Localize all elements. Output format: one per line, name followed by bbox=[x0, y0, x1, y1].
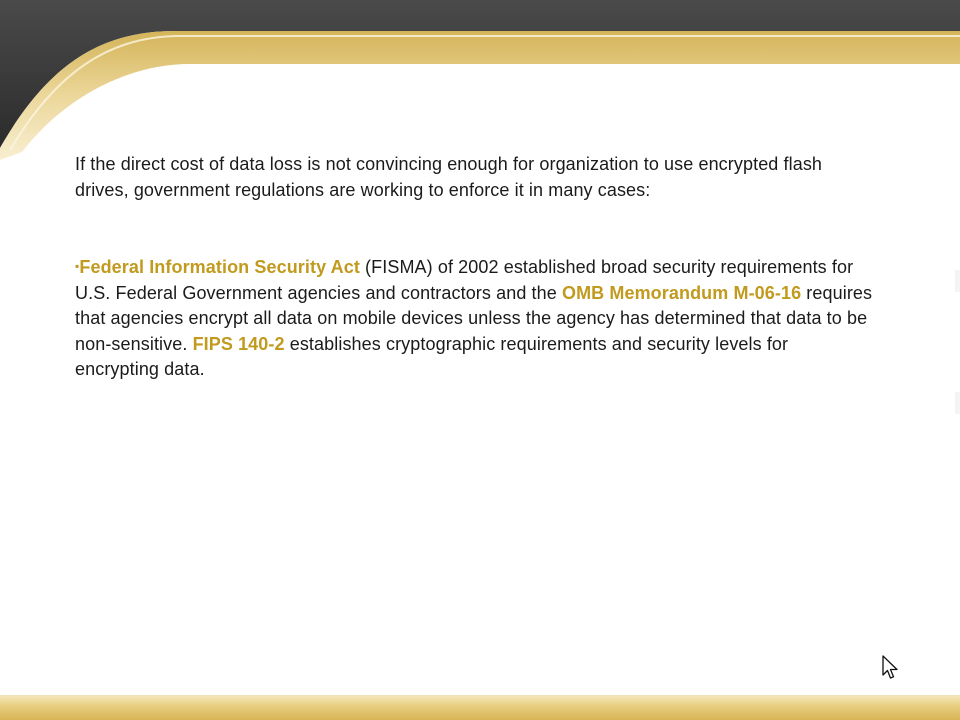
regulation-bullet bbox=[75, 254, 875, 383]
fips-link: FIPS 140-2 bbox=[192, 333, 285, 354]
slide-body bbox=[75, 152, 875, 383]
right-edge-mark bbox=[955, 270, 960, 292]
mouse-pointer-icon bbox=[881, 655, 901, 681]
intro-paragraph: If the direct cost of data loss is not convincing enough for organization to use encrypted flash drives, government regulations are working to enforce it in many cases: bbox=[75, 154, 823, 200]
bullet-text-1: (FISMA) of 2002 established broad security requirements for U.S. Federal Government agencies and contractors and the bbox=[75, 257, 854, 303]
right-edge-mark bbox=[955, 392, 960, 414]
footer-bar bbox=[0, 695, 960, 720]
bullet-text-2: requires that agencies encrypt all data on mobile devices unless the agency has determined that data to be non-sensitive. bbox=[75, 282, 873, 354]
omb-memorandum-link: OMB Memorandum M-06-16 bbox=[561, 282, 802, 303]
bullet-icon: ▪ bbox=[75, 259, 80, 273]
bullet-text-3: establishes cryptographic requirements and security levels for encrypting data. bbox=[75, 333, 789, 379]
header-decoration bbox=[0, 0, 960, 160]
fisma-link: Federal Information Security Act bbox=[79, 257, 360, 277]
